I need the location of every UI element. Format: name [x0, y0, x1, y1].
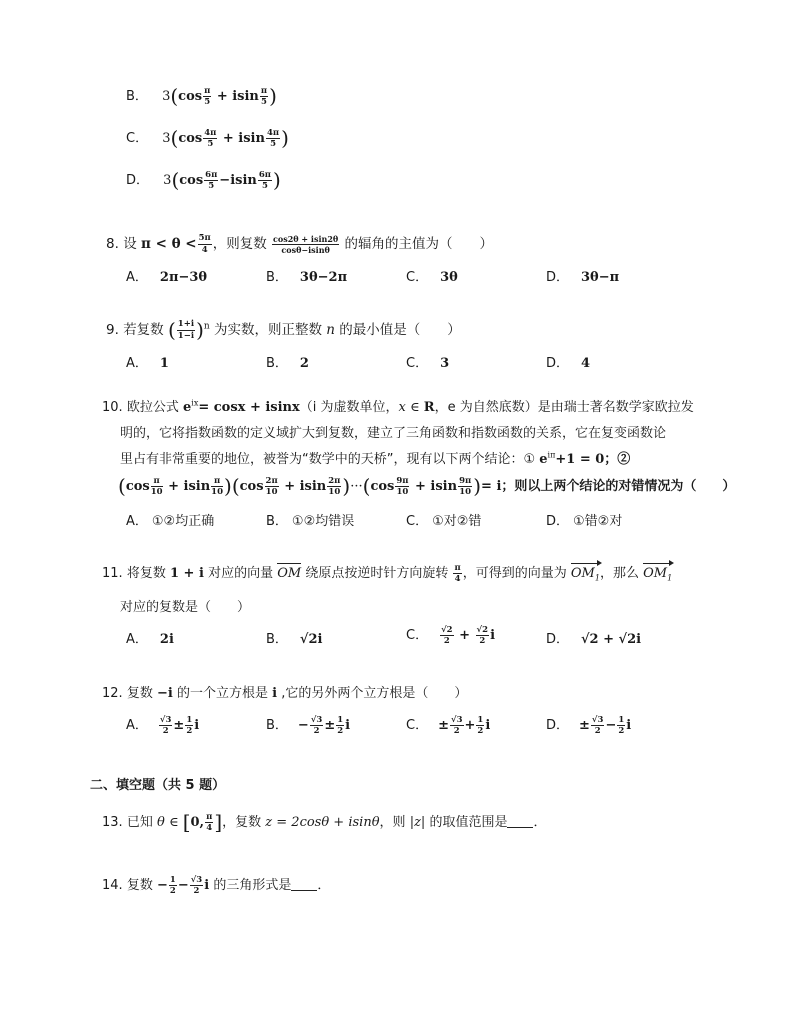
fraction: $\frac{1+i}{1-i}$	[177, 319, 195, 341]
question-text: 的取值范围是	[429, 815, 508, 830]
question-number: 11.	[102, 566, 123, 581]
question-text: 设	[123, 236, 137, 252]
question-text: ,它的另外两个立方根是（ ）	[281, 686, 468, 701]
question-text: ，则	[379, 815, 406, 830]
question-text: （i 为虚数单位，	[299, 400, 399, 415]
vector-om1: $OM_1$	[643, 566, 673, 583]
question-text: 若复数	[123, 322, 164, 338]
fraction: $\frac{\pi}{5}$	[260, 85, 268, 107]
question-text: 为实数，则正整数	[213, 322, 322, 338]
q7-option-d: D． 3(cos $\frac{6\pi}{5}$ −isin $\frac{6\pi}{5}$ )	[126, 168, 281, 192]
option-b[interactable]: B． − $\frac{√3}{2}$ ± $\frac{1}{2}$ i	[266, 714, 351, 736]
question-text: ，则复数	[212, 236, 267, 252]
isin-term: + isin	[218, 131, 265, 146]
question-text: ，e 为自然底数）是由瑞士著名数学家欧拉发	[434, 400, 694, 415]
option-a[interactable]: A． 1	[126, 356, 169, 371]
isin-term: −isin	[219, 173, 257, 188]
fraction: $\frac{6\pi}{5}$	[205, 169, 218, 191]
cos-term: cos	[179, 173, 204, 188]
option-b[interactable]: B． ①②均错误	[266, 514, 355, 529]
complex-number: 1 + i	[169, 566, 204, 581]
root: i	[272, 686, 278, 701]
question-10-line-1: 10. 欧拉公式 $e^{ix}= \cos x + isinx(i$ 为虚数单位，x ∈ R，e 为自然底数）是由瑞士著名数学家欧拉发	[102, 398, 694, 415]
question-text: 将复数	[126, 566, 166, 581]
complex-number: −	[156, 878, 168, 893]
vector-om1: $OM_1$	[570, 566, 600, 583]
section-title: 二、填空题（共 5 题）	[90, 778, 226, 793]
option-label: B．	[126, 89, 148, 104]
answer-blank[interactable]	[507, 815, 533, 828]
cos-term: cos	[178, 131, 203, 146]
formula: e	[539, 452, 548, 467]
question-number: 10.	[102, 400, 123, 415]
option-d[interactable]: D． √2 + √2i	[546, 632, 642, 647]
exponent: n	[203, 321, 210, 332]
isin-term: + isin	[212, 89, 259, 104]
q7-option-c: C． 3(cos $\frac{4\pi}{5}$ + isin $\frac{4\pi}{5}$ )	[126, 126, 289, 150]
option-c[interactable]: C． ± $\frac{√3}{2}$ + $\frac{1}{2}$ i	[406, 714, 491, 736]
fraction: $\frac{4\pi}{5}$	[204, 127, 217, 149]
option-label: C．	[126, 131, 149, 146]
modulus: |z|	[409, 815, 426, 830]
question-10-line-2: 明的，它将指数函数的定义域扩大到复数，建立了三角函数和指数函数的关系，它在复变函数论	[120, 426, 667, 441]
complex-number: −i	[156, 686, 173, 701]
option-b[interactable]: B． 2	[266, 356, 309, 371]
question-text: ，可得到的向量为	[462, 566, 567, 581]
question-text: 的三角形式是	[213, 878, 292, 893]
formula: e	[182, 400, 192, 415]
question-number: 14.	[102, 878, 123, 893]
question-10-line-4: (cos $\frac{\pi}{10}$ + isin $\frac{\pi}{10}$ )(cos $\frac{2\pi}{10}$ + isin $\frac{2\pi}{10}$ )···(cos $\frac{9\pi}{10}$ + isin $\frac{9\pi}{10}$ )= i；则以上两个结论的对错情况为（ ）	[118, 474, 736, 498]
question-text: ，那么	[599, 566, 639, 581]
fraction: $\frac{4\pi}{5}$	[266, 127, 280, 149]
question-text: 复数	[126, 878, 153, 893]
option-b[interactable]: B． 3θ−2π	[266, 270, 348, 285]
option-a[interactable]: A． 2i	[126, 632, 174, 647]
option-c[interactable]: C． 3	[406, 356, 450, 371]
option-d[interactable]: D． 4	[546, 356, 591, 371]
option-c[interactable]: C． ①对②错	[406, 514, 482, 529]
question-text: 欧拉公式	[126, 400, 179, 415]
question-11-line-1	[102, 562, 672, 584]
coefficient: 3	[163, 173, 172, 188]
question-text: 的一个立方根是	[176, 686, 268, 701]
fraction: $\frac{6\pi}{5}$	[258, 169, 271, 191]
question-number: 12.	[102, 686, 123, 701]
question-text: 的最小值是（ ）	[339, 322, 461, 338]
question-text: 复数	[126, 686, 153, 701]
option-c[interactable]: C． $\frac{√2}{2}$ + $\frac{√2}{2}$ i	[406, 624, 496, 646]
question-text: 已知	[126, 815, 153, 830]
complex-fraction: $\frac{\cos 2\theta + isin2\theta}{\cos\theta-isin\theta}$	[273, 233, 339, 255]
option-a[interactable]: A． $\frac{√3}{2}$ ± $\frac{1}{2}$ i	[126, 714, 200, 736]
question-13: 13. 已知 θ ∈ [0, $\frac{\pi}{4}$ ]，复数 z = 2cosθ + isinθ，则 |z| 的取值范围是 ．	[102, 810, 547, 834]
question-text: 的辐角的主值为（ ）	[344, 236, 494, 252]
option-a[interactable]: A． ①②均正确	[126, 514, 215, 529]
complex-number: z = 2cosθ + isinθ	[265, 815, 380, 830]
vector-om: OM	[277, 566, 302, 581]
condition: π < θ <	[140, 236, 197, 252]
option-a[interactable]: A． 2π−3θ	[126, 270, 208, 285]
option-d[interactable]: D． 3θ−π	[546, 270, 620, 285]
question-10-line-3: 里占有非常重要的地位，被誉为“数学中的天桥”，现有以下两个结论：① $e^{i\pi}+1 = 0$；②	[120, 450, 631, 467]
coefficient: 3	[162, 131, 171, 146]
option-d[interactable]: D． ± $\frac{√3}{2}$ − $\frac{1}{2}$ i	[546, 714, 632, 736]
option-c[interactable]: C． 3θ	[406, 270, 458, 285]
variable: θ ∈	[156, 815, 183, 830]
question-text: ，复数	[222, 815, 262, 830]
coefficient: 3	[162, 89, 171, 104]
cos-term: cos	[178, 89, 203, 104]
question-text: 对应的向量	[208, 566, 274, 581]
fraction: $\frac{5\pi}{4}$	[198, 233, 211, 255]
question-number: 13.	[102, 815, 123, 830]
question-8	[106, 232, 493, 254]
fraction: $\frac{\pi}{5}$	[204, 85, 211, 107]
option-label: D．	[126, 173, 150, 188]
option-d[interactable]: D． ①错②对	[546, 514, 623, 529]
question-number: 9.	[106, 322, 119, 338]
question-11-line-2: 对应的复数是（ ）	[120, 600, 251, 615]
angle-fraction: $\frac{\pi}{4}$	[454, 562, 461, 584]
question-14: 14. 复数 − $\frac{1}{2}$ − $\frac{√3}{2}$ i 的三角形式是 ．	[102, 874, 331, 896]
q7-option-b: B． 3(cos $\frac{\pi}{5}$ + isin $\frac{\pi}{5}$ )	[126, 84, 277, 108]
answer-blank[interactable]	[291, 878, 317, 891]
question-number: 8.	[106, 236, 119, 252]
option-b[interactable]: B． √2i	[266, 632, 323, 647]
question-text: 绕原点按逆时针方向旋转	[305, 566, 449, 581]
question-9: 9. 若复数 ( $\frac{1+i}{1-i}$ )$^n$ 为实数，则正整数 n 的最小值是（ ）	[106, 318, 461, 342]
question-12	[102, 682, 467, 701]
variable: n	[326, 322, 335, 338]
